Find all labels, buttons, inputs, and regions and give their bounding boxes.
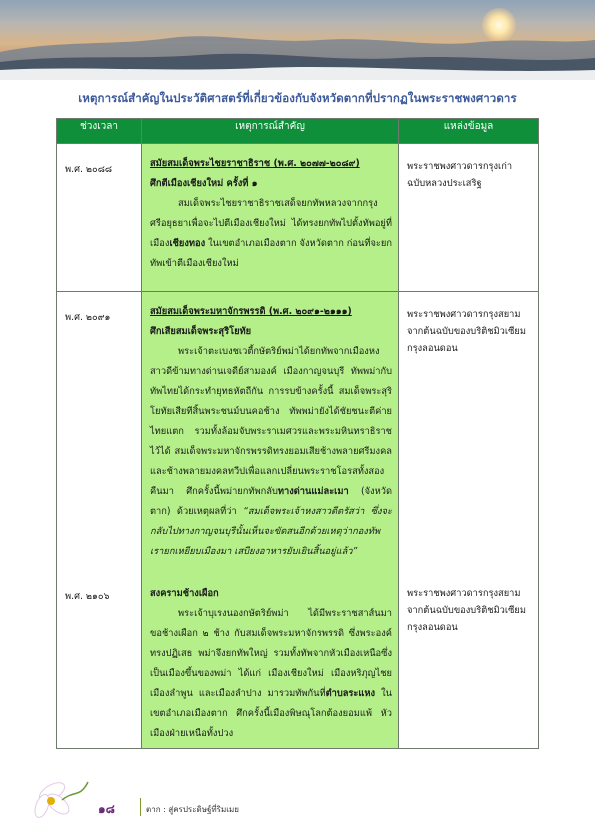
event-text: พระเจ้าบุเรงนองกษัตริย์พม่า ได้มีพระราชสาส์นมาขอช้างเผือก ๒ ช้าง กับสมเด็จพระมหาจักรพรรดิ ซึ่งพระองค์ทรงปฏิเสธ พม่าจึงยกทัพใหญ่ รวมทั้งทัพจากหัวเมืองเหนือซึ่งเป็นเมืองขึ้นของพม่า ได้แก่ เมืองเชียงใหม่ เมืองหริภุญไชย เมืองลำพูน และเมืองลำปาง มารวมทัพกันที่ <box>150 608 392 699</box>
page-title: เหตุการณ์สำคัญในประวัติศาสตร์ที่เกี่ยวข้องกับจังหวัดตากที่ปรากฏในพระราชพงศาวดาร <box>78 91 517 105</box>
row-date <box>57 292 142 749</box>
source-text: พระราชพงศาวดารกรุงสยาม จากต้นฉบับของบริติชมิวเซียม กรุงลอนดอน <box>407 588 526 633</box>
row-event <box>142 292 399 749</box>
event-description <box>150 342 392 562</box>
row-source <box>399 292 539 749</box>
date-text: พ.ศ. ๒๐๙๑ <box>65 312 111 323</box>
date-text: พ.ศ. ๒๑๐๖ <box>65 591 110 602</box>
orchid-decoration <box>22 760 92 830</box>
event-subtitle: ศึกตีเมืองเชียงใหม่ ครั้งที่ ๑ <box>150 178 258 189</box>
header-banner <box>0 0 595 80</box>
row-source: พระราชพงศาวดารกรุงเก่า ฉบับหลวงประเสริฐ <box>399 144 539 292</box>
footer-text: ตาก : สู่ครประดิษฐ์ที่ริมเมย <box>146 805 239 814</box>
page-number: ๑๘ <box>98 802 115 816</box>
header-event: เหตุการณ์สำคัญ <box>142 119 399 144</box>
event-place: ตำบลระแหง <box>325 688 376 699</box>
event-text: ในเขตอำเภอเมืองตาก ศึกครั้งนี้เมืองพิษณุโลกต้องยอมแพ้ หัวเมืองฝ่ายเหนือทั้งปวง <box>150 688 392 739</box>
header-source: แหล่งข้อมูล <box>399 119 539 144</box>
source-text: พระราชพงศาวดารกรุงสยาม จากต้นฉบับของบริติชมิวเซียม กรุงลอนดอน <box>407 309 526 354</box>
mountain-silhouette <box>0 0 595 80</box>
event-text: ในเขตอำเภอเมืองตาก จังหวัดตาก ก่อนที่จะยกทัพเข้าตีเมืองเชียงใหม่ <box>150 238 392 269</box>
event-description <box>150 604 392 744</box>
event-quote: “สมเด็จพระเจ้าหงสาวดีตรัสว่า ซึ่งจะกลับไปทางกาญจนบุรีนั้นเห็นจะขัดสนอีกด้วยเหตุว่ากองทัพเรายกเหยียบเมืองมา เสบียงอาหารยับเยินสิ้นอยู่แล้ว” <box>150 506 392 557</box>
row-event <box>142 144 399 292</box>
events-table <box>56 118 539 749</box>
table-row <box>57 292 539 749</box>
event-place: เชียงทอง <box>169 238 206 249</box>
event-title: สมัยสมเด็จพระมหาจักรพรรดิ (พ.ศ. ๒๐๙๑-๒๑๑๑) <box>150 306 352 317</box>
table-header-row <box>57 119 539 144</box>
event-title: สงครามช้างเผือก <box>150 588 219 599</box>
event-title: สมัยสมเด็จพระไชยราชาธิราช (พ.ศ. ๒๐๗๗-๒๐๘๙) <box>150 158 360 169</box>
table-row <box>57 144 539 292</box>
header-period: ช่วงเวลา <box>57 119 142 144</box>
spacer <box>150 562 392 584</box>
event-text: สมเด็จพระไชยราชาธิราชเสด็จยกทัพหลวงจากกรุงศรีอยุธยาเพื่อจะไปตีเมืองเชียงใหม่ ได้ทรงยกทัพไปตั้งทัพอยู่ที่เมือง <box>150 198 392 249</box>
event-text: (จังหวัดตาก) ด้วยเหตุผลที่ว่า <box>150 486 392 517</box>
event-text: พระเจ้าตะเบงชเวตี้กษัตริย์พม่าได้ยกทัพจากเมืองหงสาวดีข้ามทางด่านเจดีย์สามองค์ เมืองกาญจนบุรี ทัพพม่ากับทัพไทยได้กระทำยุทธหัตถีกัน การรบข้างครั้งนี้ สมเด็จพระสุริโยทัยเสียทีสิ้นพระชนม์บนคอช้าง ทัพพม่ายังได้ชัยชนะตีค่ายไทยแตก รวมทั้งล้อมจับพระราเมศวรและพระมหินทราธิราชไว้ได้ สมเด็จพระมหาจักรพรรดิทรงยอมเสียช้างพลายศรีมงคล และช้างพลายมงคลทวีปเพื่อแลกเปลี่ยนพระราชโอรสทั้งสองคืนมา ศึกครั้งนี้พม่ายกทัพกลับ <box>150 346 392 497</box>
event-description <box>150 194 392 274</box>
row-date: พ.ศ. ๒๐๘๘ <box>57 144 142 292</box>
event-subtitle: ศึกเสียสมเด็จพระสุริโยทัย <box>150 326 252 337</box>
event-place: ทางด่านแม่ละเมา <box>277 486 349 497</box>
footer-divider <box>140 798 141 816</box>
